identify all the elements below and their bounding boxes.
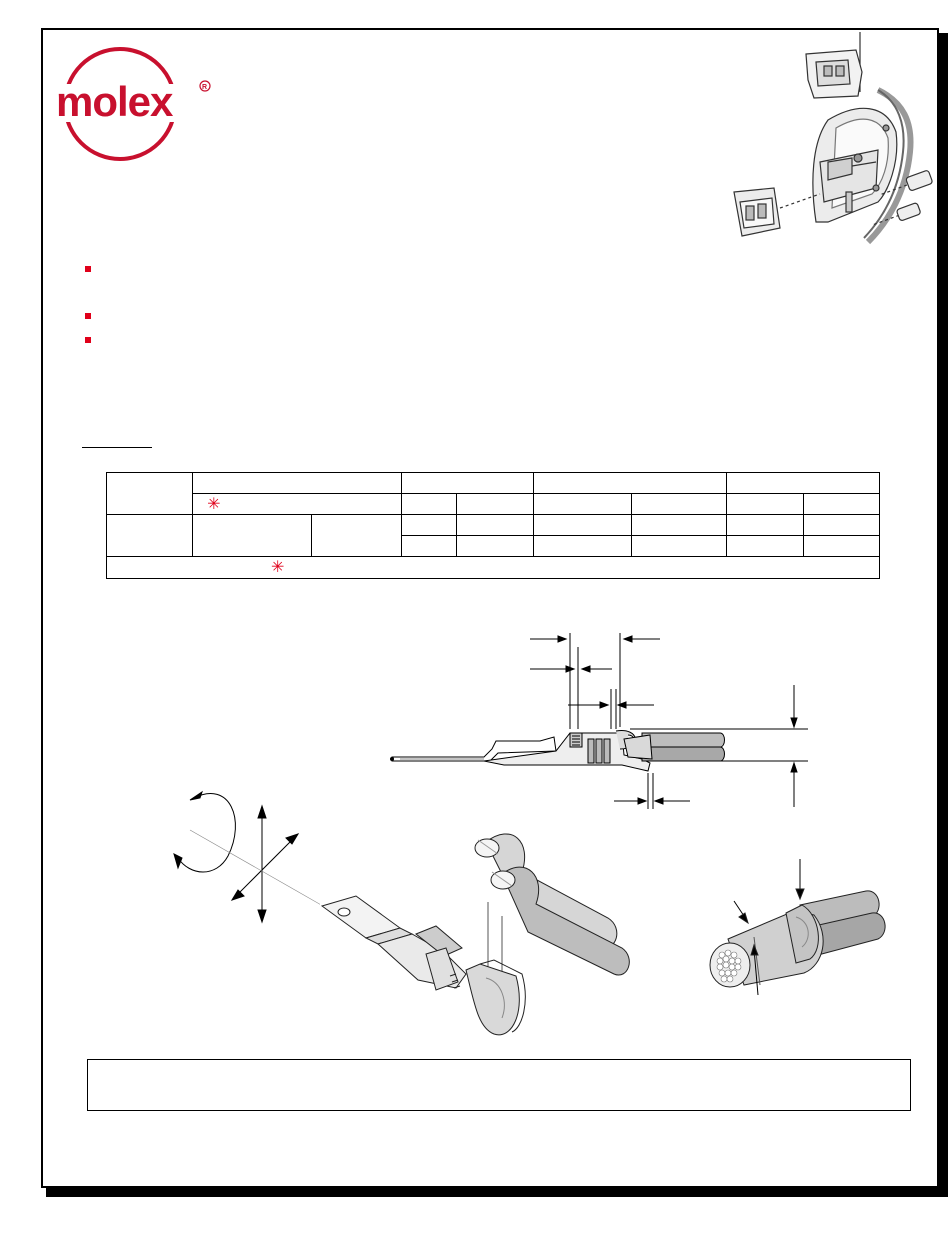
table-cell bbox=[533, 494, 631, 515]
table-cell bbox=[533, 515, 631, 536]
table-cell bbox=[803, 536, 879, 557]
required-asterisk-icon: ✳ bbox=[207, 495, 221, 513]
terminal-side-profile-icon bbox=[380, 625, 820, 815]
molex-logo bbox=[56, 46, 218, 164]
table-cell bbox=[803, 515, 879, 536]
table-cell bbox=[457, 494, 533, 515]
registered-mark: R bbox=[202, 84, 208, 91]
bullet-marker bbox=[85, 266, 91, 272]
bullet-marker bbox=[85, 313, 91, 319]
rotation-axis-icon bbox=[160, 780, 320, 930]
table-cell bbox=[726, 494, 803, 515]
table-cell bbox=[312, 515, 402, 557]
table-cell bbox=[457, 515, 533, 536]
table-cell bbox=[402, 473, 533, 494]
specification-table bbox=[106, 472, 880, 579]
required-asterisk-icon: ✳ bbox=[271, 559, 285, 576]
crimp-section-icon bbox=[700, 855, 890, 1005]
table-cell bbox=[631, 536, 726, 557]
logo-wordmark: molex bbox=[56, 78, 173, 125]
table-cell bbox=[402, 494, 457, 515]
section-heading-underline bbox=[82, 447, 152, 448]
terminal-isometric-icon bbox=[316, 822, 646, 1042]
table-cell bbox=[107, 473, 193, 515]
table-cell bbox=[457, 536, 533, 557]
table-cell bbox=[193, 494, 402, 515]
table-cell bbox=[726, 473, 879, 494]
table-cell bbox=[107, 515, 193, 557]
table-row bbox=[107, 494, 880, 515]
crimp-tool-die-illustration-icon bbox=[728, 32, 938, 247]
table-note-cell bbox=[107, 557, 880, 579]
note-box bbox=[87, 1059, 911, 1111]
table-cell bbox=[193, 515, 312, 557]
table-row bbox=[107, 473, 880, 494]
table-cell bbox=[726, 515, 803, 536]
table-cell bbox=[726, 536, 803, 557]
table-cell bbox=[631, 494, 726, 515]
table-row bbox=[107, 557, 880, 579]
table-cell bbox=[193, 473, 402, 494]
bullet-marker bbox=[85, 337, 91, 343]
table-cell bbox=[402, 536, 457, 557]
table-row bbox=[107, 515, 880, 536]
table-cell bbox=[631, 515, 726, 536]
table-cell bbox=[533, 536, 631, 557]
table-cell bbox=[533, 473, 726, 494]
table-cell bbox=[402, 515, 457, 536]
table-cell bbox=[803, 494, 879, 515]
